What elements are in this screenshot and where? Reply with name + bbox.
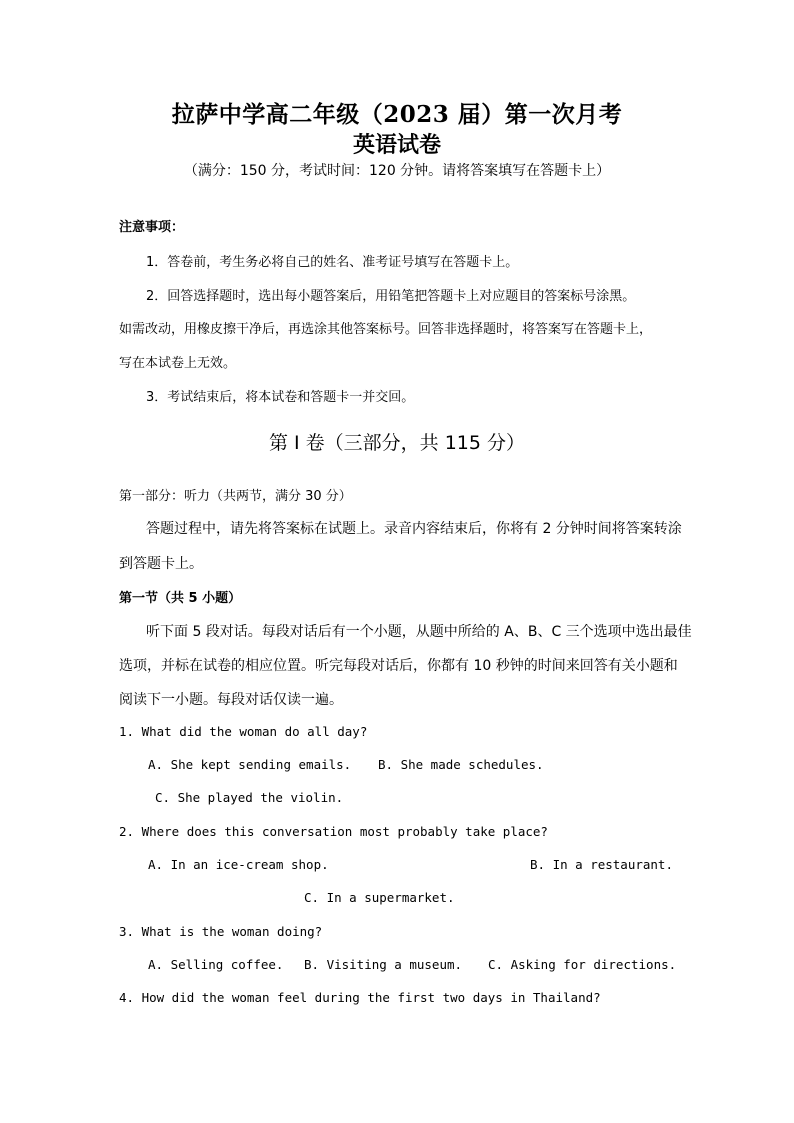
notice-item-2-line-3: 写在本试卷上无效。 [119,356,237,371]
question-1-option-b: B. She made schedules. [378,757,544,772]
question-3-option-a: A. Selling coffee. [148,957,284,972]
question-2-option-b: B. In a restaurant. [530,857,673,872]
notice-item-3: 3．考试结束后，将本试卷和答题卡一并交回。 [146,390,415,405]
question-3-stem: 3. What is the woman doing? [119,924,323,939]
question-1-option-a: A. She kept sending emails. [148,757,352,772]
question-2-option-a: A. In an ice-cream shop. [148,857,329,872]
part-1-title: 第 I 卷（三部分，共 115 分） [268,432,526,454]
notice-heading: 注意事项： [119,220,185,235]
notice-item-2-line-2: 如需改动，用橡皮擦干净后，再选涂其他答案标号。回答非选择题时，将答案写在答题卡上， [119,322,653,337]
subsection-1-line-1: 听下面 5 段对话。每段对话后有一个小题，从题中所给的 A、B、C 三个选项中选出最佳 [146,624,692,640]
subsection-1-heading: 第一节（共 5 小题） [119,591,242,606]
subsection-1-line-2: 选项，并标在试卷的相应位置。听完每段对话后，你都有 10 秒钟的时间来回答有关小题和 [119,658,678,674]
notice-item-1: 1．答卷前，考生务必将自己的姓名、准考证号填写在答题卡上。 [146,255,519,270]
question-3-option-b: B. Visiting a museum. [304,957,463,972]
exam-info: （满分：150 分，考试时间：120 分钟。请将答案填写在答题卡上） [183,163,611,179]
question-2-stem: 2. Where does this conversation most probably take place? [119,824,548,839]
question-1-option-c: C. She played the violin. [155,790,344,805]
subsection-1-line-3: 阅读下一小题。每段对话仅读一遍。 [119,692,343,708]
question-2-option-c: C. In a supermarket. [304,890,455,905]
question-1-stem: 1. What did the woman do all day? [119,724,368,739]
section-1-instruction-line-1: 答题过程中，请先将答案标在试题上。录音内容结束后，你将有 2 分钟时间将答案转涂 [146,521,682,537]
exam-subject: 英语试卷 [352,132,441,158]
section-1-instruction-line-2: 到答题卡上。 [119,556,203,572]
notice-item-2-line-1: 2．回答选择题时，选出每小题答案后，用铅笔把答题卡上对应题目的答案标号涂黑。 [146,289,636,304]
question-3-option-c: C. Asking for directions. [488,957,677,972]
section-1-heading: 第一部分：听力（共两节，满分 30 分） [119,489,352,504]
question-4-stem: 4. How did the woman feel during the first two days in Thailand? [119,990,601,1005]
exam-title: 拉萨中学高二年级（2023 届）第一次月考 [171,101,623,128]
